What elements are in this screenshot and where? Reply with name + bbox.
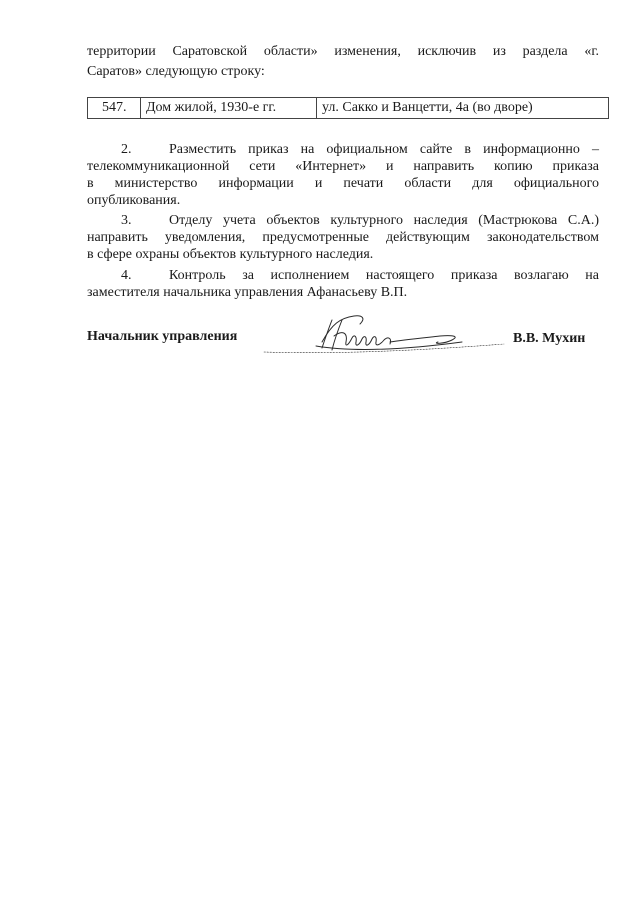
table-divider (140, 98, 141, 118)
paragraph-2-line-3: в министерство информации и печати области для официального (87, 176, 599, 191)
paragraph-2-line-4: опубликования. (87, 193, 181, 208)
paragraph-3-line-1 (121, 212, 599, 229)
paragraph-4-line-2: заместителя начальника управления Афанасьеву В.П. (87, 285, 408, 300)
paragraph-2-line-1 (121, 141, 599, 158)
paragraph-text: Отделу учета объектов культурного наследия (Мастрюкова С.А.) (169, 213, 599, 228)
row-address: ул. Сакко и Ванцетти, 4а (во дворе) (322, 100, 533, 115)
paragraph-2-line-2: телекоммуникационной сети «Интернет» и направить копию приказа (87, 159, 599, 174)
paragraph-4-line-1 (121, 267, 599, 284)
table-divider (316, 98, 317, 118)
paragraph-number: 2. (121, 142, 132, 157)
paragraph-number: 3. (121, 213, 132, 228)
signer-name: В.В. Мухин (513, 331, 586, 346)
paragraph-number: 4. (121, 268, 132, 283)
intro-text-line-2: Саратов» следующую строку: (87, 64, 265, 79)
row-number: 547. (102, 100, 127, 115)
intro-text-line-1: территории Саратовской области» изменения, исключив из раздела «г. (87, 44, 599, 59)
paragraph-text: Контроль за исполнением настоящего приказа возлагаю на (169, 268, 599, 283)
paragraph-3-line-3: в сфере охраны объектов культурного наследия. (87, 247, 374, 262)
paragraph-text: Разместить приказ на официальном сайте в информационно – (169, 142, 599, 157)
signer-title: Начальник управления (87, 329, 238, 344)
excluded-row-table (87, 97, 609, 119)
row-object-name: Дом жилой, 1930-е гг. (146, 100, 277, 115)
handwritten-signature (262, 312, 508, 360)
paragraph-3-line-2: направить уведомления, предусмотренные действующим законодательством (87, 230, 599, 245)
